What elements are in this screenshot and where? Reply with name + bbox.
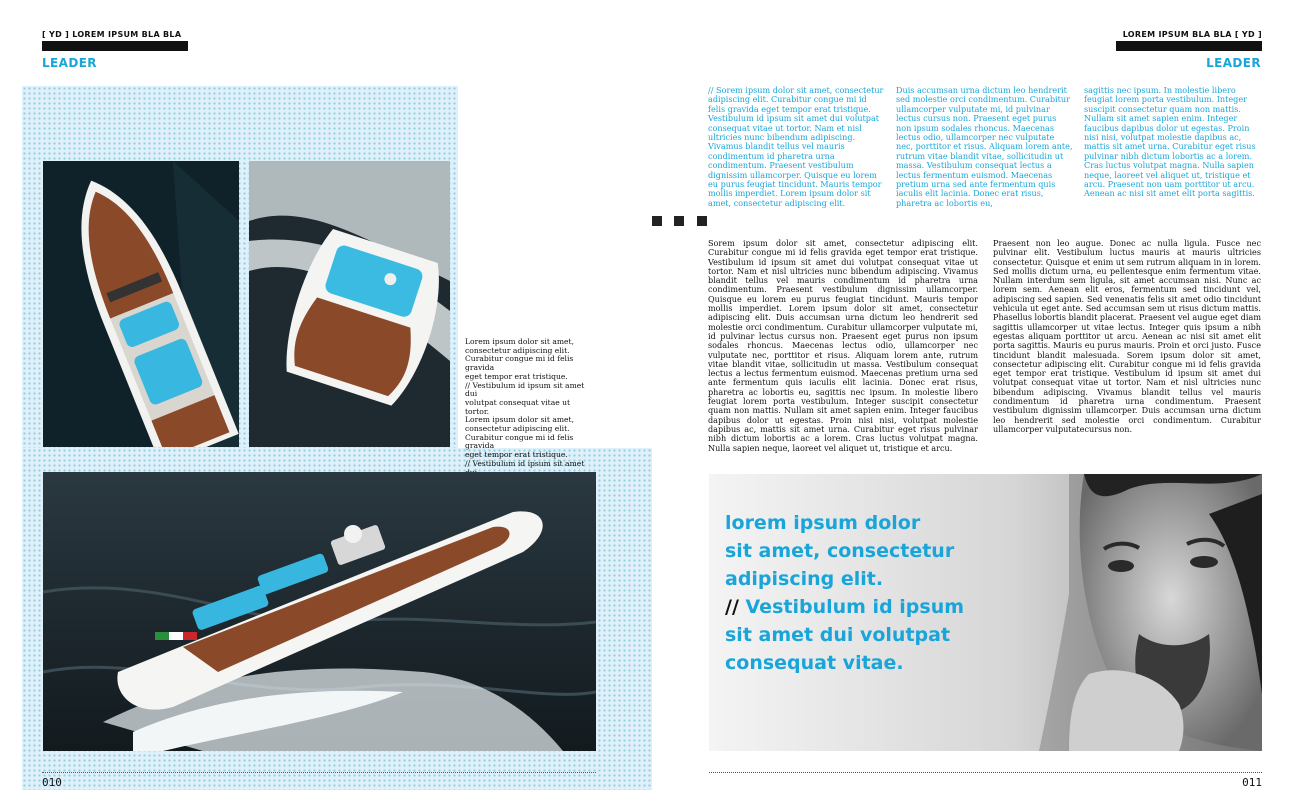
divider-square bbox=[697, 216, 707, 226]
pull-quote-line: lorem ipsum dolor bbox=[725, 512, 921, 534]
boat-photo-large bbox=[43, 472, 596, 751]
boat-photo-top-view bbox=[43, 161, 239, 447]
body-column-2: Praesent non leo augue. Donec ac nulla ligula. Fusce nec pulvinar elit. Vestibulum luctus mauris at mauris ultricies consectetur. Quisque et enim ut sem rutrum aliquam in in lorem. Sed mollis dictum urna, eu pellentesque enim fermentum vitae. Nullam interdum sem ligula, sit amet accumsan nisi. Nunc ac lorem sem. Aenean elit eros, fermentum sed tincidunt vel, adipiscing sed sapien. Sed venenatis felis sit amet odio tincidunt vehicula ut eget ante. Sed accumsan sem ut risus dictum mattis. Phasellus lobortis blandit placerat. Praesent vel augue eget diam sagittis ullamcorper ut vitae lectus. Integer quis ipsum a nibh egestas aliquam porttitor ut arcu. Aenean ac nisi sit amet elit porta sagittis. Mauris eu purus mauris. Proin et orci justo. Fusce tincidunt blandit malesuada. Sorem ipsum dolor sit amet, consectetur adipiscing elit. Curabitur congue mi id felis gravida eget tempor erat tristique. Vestibulum id ipsum sit amet dui volutpat consequat vitae ut tortor. Nam et nisl ultricies nunc bibendum adipiscing. Vivamus blandit tellus vel mauris condimentum id pharetra urna condimentum. Praesent vestibulum dignissim ullamcorper. Duis accumsan urna dictum leo hendrerit sed molestie orci condimentum. Curabitur ullamcorper vulputatecursus non. bbox=[993, 238, 1261, 434]
caption-line: Curabitur congue mi id felis gravida bbox=[465, 354, 574, 373]
body-column-1: Sorem ipsum dolor sit amet, consectetur adipiscing elit. Curabitur congue mi id felis gravida eget tempor erat tristique. Vestibulum id ipsum sit amet dui volutpat consequat vitae ut tortor. Nam et nisl ultricies nunc bibendum adipiscing. Vivamus blandit tellus vel mauris condimentum id pharetra urna condimentum. Praesent vestibulum dignissim ullamcorper. Quisque eu lorem eu purus feugiat tincidunt. Mauris tempor mollis imperdiet. Lorem ipsum dolor sit amet, consectetur adipiscing elit. Duis accumsan urna dictum leo hendrerit sed molestie orci condimentum. Curabitur ullamcorper vulputate mi, id pulvinar lectus cursus non. Praesent eget purus non ipsum sodales rhoncus. Maecenas lectus odio, ullamcorper nec vulputate nec, porttitor et risus. Aliquam lorem ante, rutrum vitae blandit vitae, sollicitudin ut massa. Vestibulum consequat lectus a lectus fermentum euismod. Maecenas pretium urna sed ante fermentum quis iaculis elit lacinia. Donec erat risus, pharetra ac lobortis eu, sagittis nec ipsum. In molestie libero feugiat lorem porta vestibulum. Integer suscipit consectetur quam non mattis. Nullam sit amet sapien enim. Integer faucibus dapibus dolor ut egestas. Proin nisi nisi, volutpat molestie dapibus ac, mattis sit amet urna. Curabitur eget risus pulvinar nibh dictum lobortis ac a lorem. Cras luctus volutpat magna. Nulla sapien neque, laoreet vel aliquet ut, tristique et arcu. bbox=[708, 238, 978, 453]
pull-quote-line: adipiscing elit. bbox=[725, 568, 884, 590]
intro-column-3: sagittis nec ipsum. In molestie libero feugiat lorem porta vestibulum. Integer suscipit consectetur quam non mattis. Nullam sit amet sapien enim. Integer faucibus dapibus dolor ut egestas. Proin nisi nisi, volutpat molestie dapibus ac, mattis sit amet urna. Curabitur eget risus pulvinar nibh dictum lobortis ac a lorem. Cras luctus volutpat magna. Nulla sapien neque, laoreet vel aliquet ut, tristique et arcu. Praesent non uam porttitor ut arcu. Aenean ac nisi sit amet elit porta sagittis. bbox=[1084, 85, 1256, 199]
caption-line: volutpat consequat vitae ut tortor. bbox=[465, 397, 571, 416]
left-section-label: LEADER bbox=[42, 56, 97, 70]
left-header-tag: [ YD ] bbox=[42, 30, 70, 39]
divider-square bbox=[674, 216, 684, 226]
left-footer-rule bbox=[42, 772, 596, 773]
right-footer-rule bbox=[709, 772, 1262, 773]
caption-line: Lorem ipsum dolor sit amet, bbox=[465, 337, 575, 346]
pull-quote-line: consequat vitae. bbox=[725, 652, 904, 674]
caption-line: // Vestibulum id ipsum sit amet bbox=[465, 458, 585, 468]
right-section-label: LEADER bbox=[1206, 56, 1261, 70]
pull-quote-slashes: // bbox=[725, 596, 739, 618]
left-header-text: LOREM IPSUM BLA BLA bbox=[72, 30, 182, 39]
right-header-bar bbox=[1116, 41, 1262, 51]
pull-quote-text: Vestibulum id ipsum bbox=[745, 596, 965, 618]
pull-quote bbox=[725, 509, 1045, 677]
caption-line: eget tempor erat tristique. bbox=[465, 371, 568, 381]
right-header bbox=[1123, 30, 1262, 39]
right-header-tag: [ YD ] bbox=[1234, 30, 1262, 39]
pull-quote-line: sit amet dui volutpat bbox=[725, 624, 951, 646]
caption-line: consectetur adipiscing elit. bbox=[465, 345, 570, 355]
caption-line: // Vestibulum id ipsum sit amet dui bbox=[465, 380, 585, 399]
pull-quote-line bbox=[725, 593, 1045, 621]
right-header-text: LOREM IPSUM BLA BLA bbox=[1122, 30, 1232, 39]
divider-square bbox=[652, 216, 662, 226]
pull-quote-line: sit amet, consectetur bbox=[725, 540, 955, 562]
right-page-number: 011 bbox=[1242, 776, 1262, 789]
left-page-number: 010 bbox=[42, 776, 62, 789]
caption-line: eget tempor erat tristique. bbox=[465, 450, 568, 460]
caption-line: Curabitur congue mi id felis gravida bbox=[465, 432, 574, 451]
left-header-bar bbox=[42, 41, 188, 51]
caption-line: consectetur adipiscing elit. bbox=[465, 424, 570, 434]
boat-photo-running bbox=[249, 161, 450, 447]
caption-line: Lorem ipsum dolor sit amet, bbox=[465, 415, 575, 425]
intro-column-1: // Sorem ipsum dolor sit amet, consectetur adipiscing elit. Curabitur congue mi id felis gravida eget tempor erat tristique. Vestibulum id ipsum sit amet dui volutpat consequat vitae ut tortor. Nam et nisl ultricies nunc bibendum adipiscing. Vivamus blandit tellus vel mauris condimentum id pharetra urna condimentum. Praesent vestibulum dignissim ullamcorper. Quisque eu lorem eu purus feugiat tincidunt. Mauris tempor mollis imperdiet. Lorem ipsum dolor sit amet, consectetur adipiscing elit. bbox=[708, 85, 884, 208]
intro-column-2: Duis accumsan urna dictum leo hendrerit sed molestie orci condimentum. Curabitur ullamcorper vulputate mi, id pulvinar lectus cursus non. Praesent eget purus non ipsum sodales rhoncus. Maecenas lectus odio, ullamcorper nec vulputate nec, porttitor et risus. Aliquam lorem ante, rutrum vitae blandit vitae, sollicitudin ut massa. Vestibulum consequat lectus a lectus fermentum euismod. Maecenas pretium urna sed ante fermentum quis iaculis elit lacinia. Donec erat risus, pharetra ac lobortis eu, bbox=[896, 85, 1073, 208]
left-header bbox=[42, 30, 181, 39]
